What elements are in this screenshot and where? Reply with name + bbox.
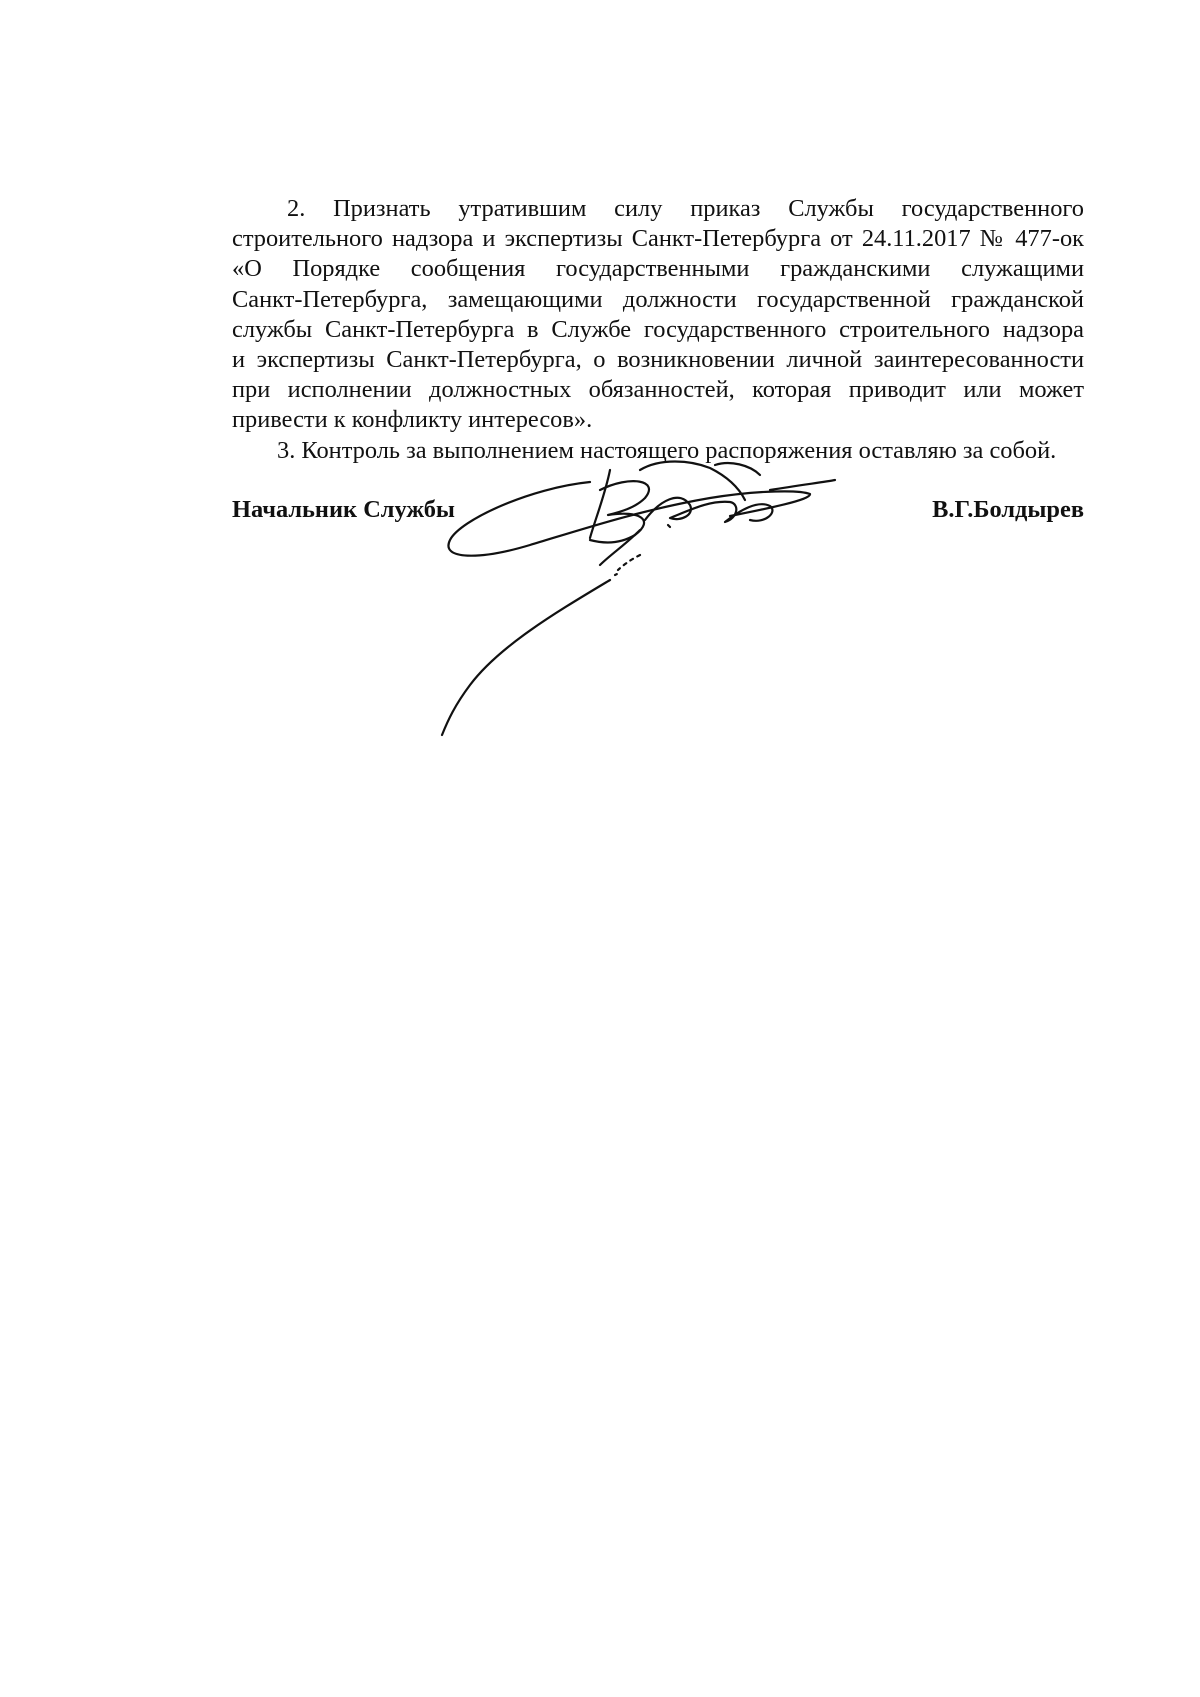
signatory-title: Начальник Службы xyxy=(232,496,455,523)
paragraph-2-line: привести к конфликту интересов». xyxy=(232,406,593,434)
signatory-name: В.Г.Болдырев xyxy=(932,496,1084,523)
handwritten-signature xyxy=(440,460,890,740)
paragraph-2-line: службы Санкт-Петербурга в Службе государственного строительного надзора xyxy=(232,315,1084,343)
paragraph-2 xyxy=(232,194,1084,436)
paragraph-2-line: при исполнении должностных обязанностей, которая приводит или может xyxy=(232,376,1084,404)
paragraph-2-line: и экспертизы Санкт-Петербурга, о возникновении личной заинтересованности xyxy=(232,346,1084,374)
paragraph-2-line: Санкт-Петербурга, замещающими должности государственной гражданской xyxy=(232,285,1084,313)
paragraph-2-line: 2. Признать утратившим силу приказ Службы государственного xyxy=(287,195,1084,222)
paragraph-2-line: «О Порядке сообщения государственными гражданскими служащими xyxy=(232,255,1084,283)
paragraph-2-line: строительного надзора и экспертизы Санкт-Петербурга от 24.11.2017 № 477-ок xyxy=(232,225,1084,253)
document-body xyxy=(232,194,1084,466)
paragraph-3: 3. Контроль за выполнением настоящего распоряжения оставляю за собой. xyxy=(277,436,1057,464)
